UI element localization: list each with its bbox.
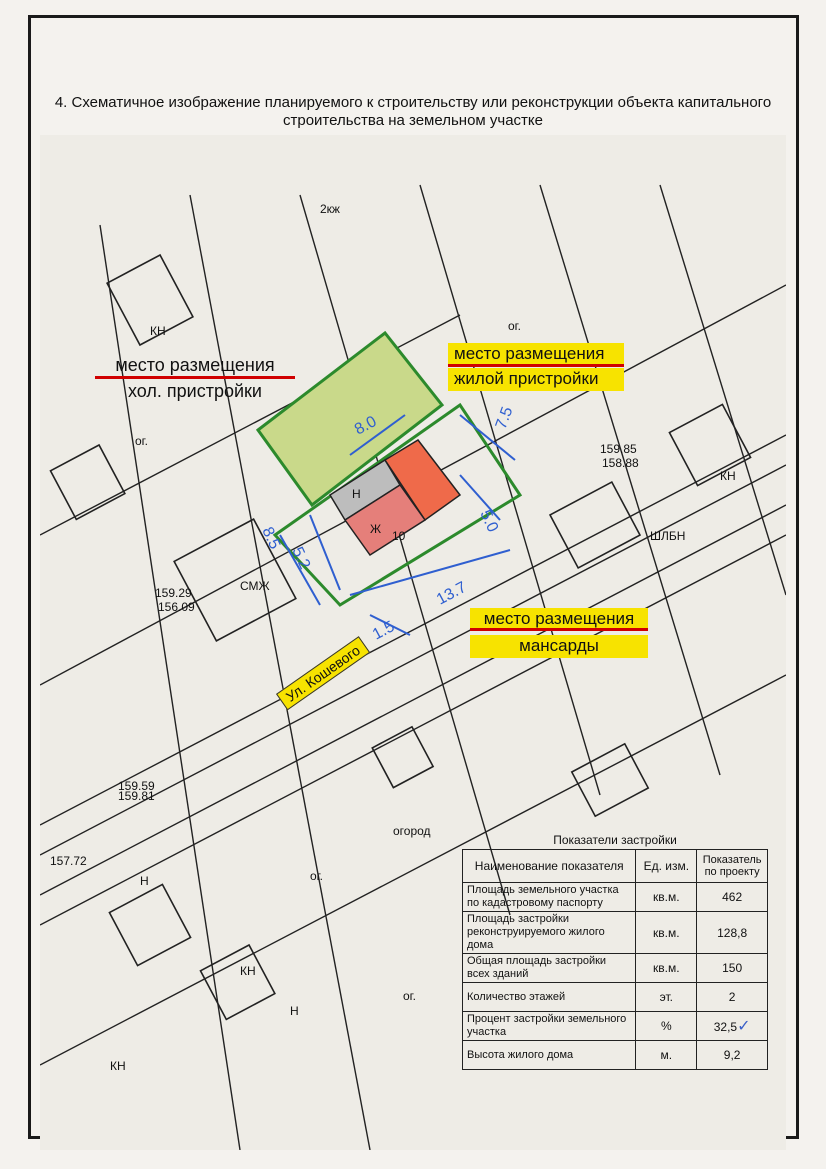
row-name: Площадь земельного участка по кадастровому паспорту xyxy=(463,883,636,912)
table-row xyxy=(463,912,768,954)
map-label-elev-3: 159.85 xyxy=(600,442,637,456)
map-label-og-2: ог. xyxy=(310,869,323,883)
building-label-10: 10 xyxy=(392,529,406,543)
header-value: Показатель по проекту xyxy=(697,850,768,883)
callout-living-annex-line2: жилой пристройки xyxy=(448,368,624,391)
map-label-kn-1: КН xyxy=(150,324,166,338)
map-label-og-1: ог. xyxy=(508,319,521,333)
dim-8-0: 8.0 xyxy=(351,413,380,439)
callout-living-annex xyxy=(448,343,624,391)
map-label-elev-7: 157.72 xyxy=(50,854,87,868)
table-row xyxy=(463,1041,768,1070)
map-label-elev-2: 156.09 xyxy=(158,600,195,614)
row-value: 2 xyxy=(697,983,768,1012)
table-row xyxy=(463,1012,768,1041)
table-caption: Показатели застройки xyxy=(553,833,677,847)
row-value: 150 xyxy=(697,954,768,983)
map-label-elev-6: 159.81 xyxy=(118,789,155,803)
header-name: Наименование показателя xyxy=(463,850,636,883)
table-row xyxy=(463,883,768,912)
dim-8-5: 8.5 xyxy=(258,524,284,552)
row-name: Количество этажей xyxy=(463,983,636,1012)
row-name: Общая площадь застройки всех зданий xyxy=(463,954,636,983)
row-value: 9,2 xyxy=(697,1041,768,1070)
page-title: 4. Схематичное изображение планируемого к строительству или реконструкции объекта капитального строительства на земельном участке xyxy=(54,94,772,129)
callout-cold-annex-line2: хол. пристройки xyxy=(128,381,262,401)
row-unit: кв.м. xyxy=(636,883,697,912)
callout-attic-line2: мансарды xyxy=(470,635,648,658)
row-value: 128,8 xyxy=(697,912,768,954)
map-label-og-3: ог. xyxy=(135,434,148,448)
building-label-n: Н xyxy=(352,487,361,501)
map-label-kn-4: КН xyxy=(240,964,256,978)
building-label-zh: Ж xyxy=(370,522,382,536)
row-name: Процент застройки земельного участка xyxy=(463,1012,636,1041)
callout-attic-line1: место размещения xyxy=(470,608,648,631)
map-label-elev-5: 159.59 xyxy=(118,779,155,793)
row-name: Площадь застройки реконструируемого жилого дома xyxy=(463,912,636,954)
callout-cold-annex-underline xyxy=(95,376,295,379)
row-value: 462 xyxy=(697,883,768,912)
dim-13-7: 13.7 xyxy=(433,578,470,609)
dim-7-5: 7.5 xyxy=(492,404,517,432)
row-value-text: 32,5 xyxy=(713,1020,738,1034)
map-label-kn-3: КН xyxy=(110,1059,126,1073)
map-label-smzh: СМЖ xyxy=(240,579,270,593)
row-unit: % xyxy=(636,1012,697,1041)
table-row xyxy=(463,954,768,983)
map-label-n-1: Н xyxy=(140,874,149,888)
callout-living-annex-line1: место размещения xyxy=(448,343,624,366)
map-label-ogorod: огород xyxy=(393,824,431,838)
callout-attic xyxy=(470,608,648,658)
map-label-kn-2: КН xyxy=(720,469,736,483)
map-label-2kzh: 2кж xyxy=(320,202,340,216)
callout-cold-annex-line1: место размещения xyxy=(115,355,275,375)
check-mark-icon: ✓ xyxy=(737,1018,751,1035)
row-unit: эт. xyxy=(636,983,697,1012)
header-unit: Ед. изм. xyxy=(636,850,697,883)
callout-living-annex-underline xyxy=(448,364,624,367)
row-name: Высота жилого дома xyxy=(463,1041,636,1070)
row-unit: кв.м. xyxy=(636,912,697,954)
map-label-elev-1: 159.29 xyxy=(155,586,192,600)
street-label: Ул. Кошевого xyxy=(276,636,370,710)
map-label-og-4: ог. xyxy=(403,989,416,1003)
dim-5-0: 5.0 xyxy=(476,507,502,535)
row-unit: кв.м. xyxy=(636,954,697,983)
map-label-elev-4: 158.88 xyxy=(602,456,639,470)
row-unit: м. xyxy=(636,1041,697,1070)
map-label-shlbn: ШЛБН xyxy=(650,529,686,543)
dim-1-5: 1.5 xyxy=(369,618,398,644)
indicators-table xyxy=(462,849,768,1070)
table-row xyxy=(463,983,768,1012)
dim-5-2: 5.2 xyxy=(288,544,314,572)
map-label-n-2: Н xyxy=(290,1004,299,1018)
callout-attic-underline xyxy=(470,628,648,631)
row-value xyxy=(697,1012,768,1041)
table-header-row xyxy=(463,850,768,883)
